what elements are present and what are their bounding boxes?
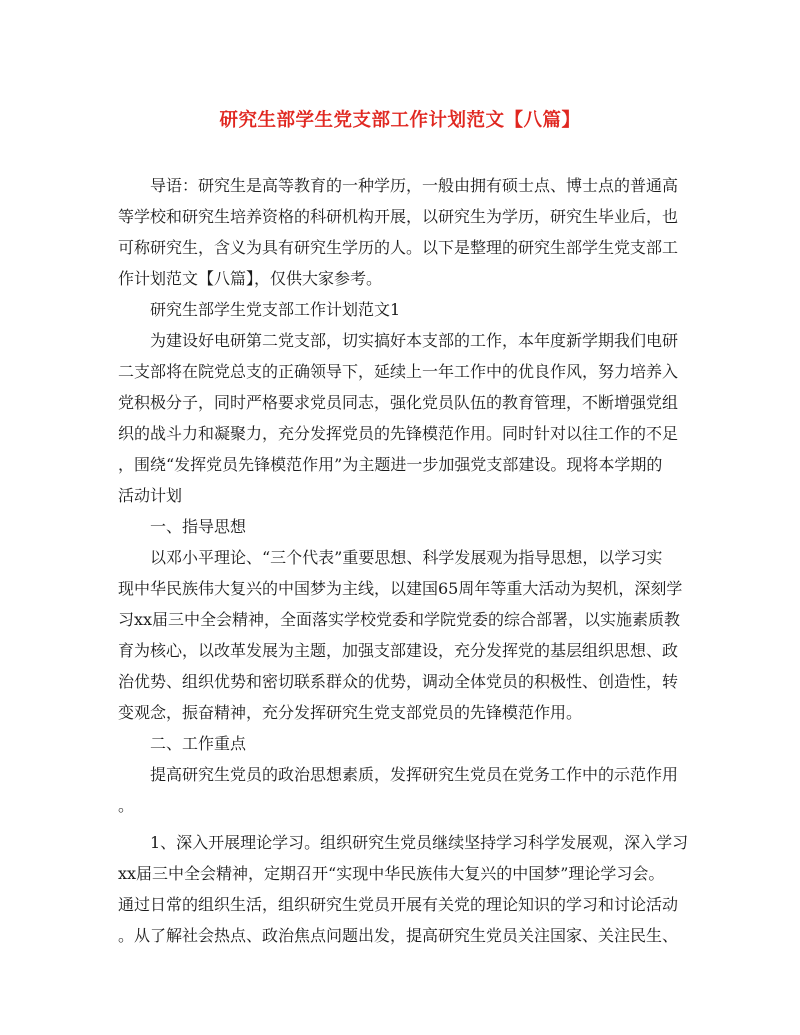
- paragraph-line: 。: [118, 796, 135, 815]
- intro-line: 可称研究生，含义为具有研究生学历的人。以下是整理的研究生部学生党支部工: [118, 238, 679, 257]
- intro-line: 作计划范文【八篇】，仅供大家参考。: [118, 269, 383, 288]
- paragraph-line: 提高研究生党员的政治思想素质，发挥研究生党员在党务工作中的示范作用: [150, 765, 679, 784]
- section-heading: 研究生部学生党支部工作计划范文1: [150, 300, 401, 319]
- paragraph-line: 育为核心，以改革发展为主题，加强支部建设，充分发挥党的基层组织思想、政: [118, 641, 679, 660]
- document-body: [118, 170, 690, 951]
- paragraph-line: 。从了解社会热点、政治焦点问题出发，提高研究生党员关注国家、关注民生、: [118, 926, 679, 945]
- paragraph-line: 通过日常的组织生活，组织研究生党员开展有关党的理论知识的学习和讨论活动: [118, 895, 679, 914]
- paragraph-line: 变观念，振奋精神，充分发挥研究生党支部党员的先锋模范作用。: [118, 703, 583, 722]
- document-title: 研究生部学生党支部工作计划范文【八篇】: [219, 110, 581, 131]
- paragraph-line: ，围绕“发挥党员先锋模范作用”为主题进一步加强党支部建设。现将本学期的: [118, 455, 663, 474]
- paragraph-line: 治优势、组织优势和密切联系群众的优势，调动全体党员的积极性、创造性，转: [118, 672, 679, 691]
- paragraph-line: 织的战斗力和凝聚力，充分发挥党员的先锋模范作用。同时针对以往工作的不足: [118, 424, 679, 443]
- section-heading: 一、指导思想: [150, 517, 247, 536]
- paragraph-line: 党积极分子，同时严格要求党员同志，强化党员队伍的教育管理，不断增强党组: [118, 393, 679, 412]
- intro-line: 导语：研究生是高等教育的一种学历，一般由拥有硕士点、博士点的普通高: [150, 176, 679, 195]
- paragraph-line: 以邓小平理论、“三个代表”重要思想、科学发展观为指导思想，以学习实: [150, 548, 663, 567]
- paragraph-line: 二支部将在院党总支的正确领导下，延续上一年工作中的优良作风，努力培养入: [118, 362, 679, 381]
- intro-line: 等学校和研究生培养资格的科研机构开展，以研究生为学历，研究生毕业后，也: [118, 207, 679, 226]
- paragraph-line: xx届三中全会精神，定期召开“实现中华民族伟大复兴的中国梦”理论学习会。: [118, 864, 665, 883]
- paragraph-line: 现中华民族伟大复兴的中国梦为主线，以建国65周年等重大活动为契机，深刻学: [118, 579, 683, 598]
- paragraph-line: 活动计划: [118, 486, 183, 505]
- section-heading: 二、工作重点: [150, 734, 247, 753]
- paragraph-line: 习xx届三中全会精神，全面落实学校党委和学院党委的综合部署，以实施素质教: [118, 610, 681, 629]
- paragraph-line: 为建设好电研第二党支部，切实搞好本支部的工作，本年度新学期我们电研: [150, 331, 679, 350]
- paragraph-line: 1、深入开展理论学习。组织研究生党员继续坚持学习科学发展观，深入学习: [150, 833, 689, 852]
